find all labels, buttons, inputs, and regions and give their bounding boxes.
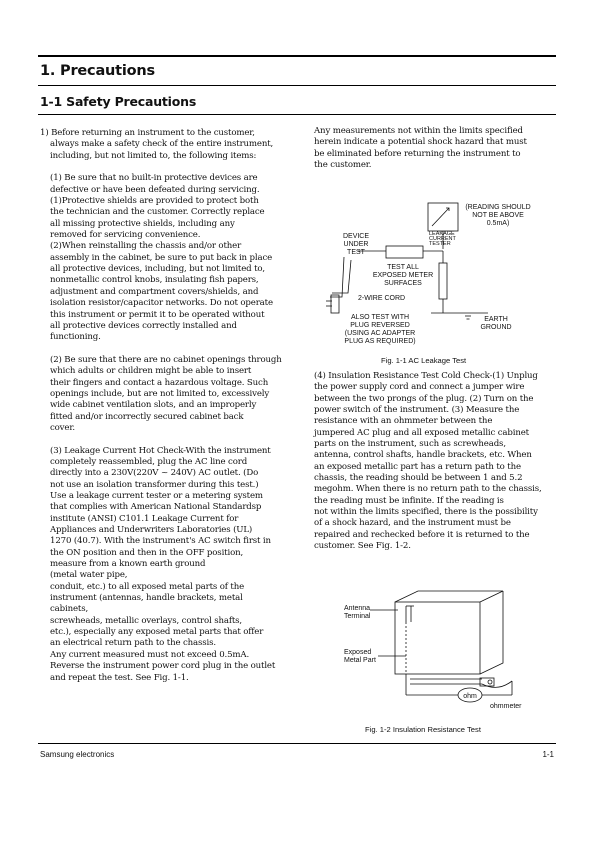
fig1-caption: Fig. 1-1 AC Leakage Test bbox=[381, 356, 467, 365]
reading-label-2: NOT BE ABOVE bbox=[472, 212, 524, 219]
right-column bbox=[314, 126, 558, 171]
cabinet-openings-paragraph: (2) Be sure that there are no cabinet openings through which adults or children might be able to insert their fingers and contact a hazardous voltage. Such openings include, but are not limited to, excessively wide cabinet ventilation slots, and an improperly fitted and/or incorrectly secured cabinet back cover. bbox=[50, 354, 282, 433]
footer-rule bbox=[38, 743, 556, 744]
section-underline bbox=[38, 114, 556, 115]
leakage-label-1: LEAKAGE bbox=[429, 231, 455, 237]
footer-company: Samsung electronics bbox=[40, 750, 115, 759]
device-label-1: DEVICE bbox=[342, 233, 370, 240]
top-rule bbox=[38, 55, 556, 57]
also-test-label-2: PLUG REVERSED bbox=[350, 322, 410, 329]
reading-label-3: 0.5mA) bbox=[486, 220, 510, 227]
title-underline bbox=[38, 85, 556, 86]
ohmmeter-label: ohmmeter bbox=[490, 703, 522, 710]
test-all-label-3: SURFACES bbox=[384, 280, 422, 287]
leakage-label-2: CURRENT bbox=[429, 236, 456, 242]
measurements-paragraph: Any measurements not within the limits specified herein indicate a potential shock hazard that must be eliminated before returning the instrument to the customer. bbox=[314, 126, 527, 171]
test-all-label-1: TEST ALL bbox=[387, 264, 419, 271]
leakage-tester-box bbox=[428, 203, 458, 231]
probe-resistor bbox=[439, 263, 447, 299]
earth-label-1: EARTH bbox=[484, 316, 508, 323]
also-test-label-4: PLUG AS REQUIRED) bbox=[344, 338, 416, 345]
leakage-label-3: TESTER bbox=[429, 241, 451, 247]
insulation-resistance-diagram bbox=[340, 588, 540, 713]
meter-needle bbox=[432, 208, 449, 226]
intro-paragraph: 1) Before returning an instrument to the customer, always make a safety check of the entire instrument, including, but not limited to, the following items: bbox=[40, 128, 274, 161]
also-test-label-1: ALSO TEST WITH bbox=[350, 314, 410, 321]
fig2-caption: Fig. 1-2 Insulation Resistance Test bbox=[365, 725, 481, 734]
footer-page-number: 1-1 bbox=[542, 750, 554, 759]
page-title: 1. Precautions bbox=[40, 63, 155, 79]
exposed-label-2: Metal Part bbox=[344, 657, 376, 664]
ohm-label: ohm bbox=[463, 693, 477, 700]
protective-devices-paragraph: (1) Be sure that no built-in protective devices are defective or have been defeated during servicing. (1)Protective shields are provided to protect both the technician and the customer. Correctly replace all missing protective shields, including any removed for servicing convenience. (2)When reinstalling the chassis and/or other assembly in the cabinet, be sure to put back in place all protective devices, including, but not limited to, nonmetallic control knobs, insulating fish papers, adjustment and compartment covers/shields, and isolation resistor/capacitor networks. Do not operate this instrument or permit it to be operated without all protective devices correctly installed and functioning. bbox=[50, 173, 273, 343]
instrument-box bbox=[395, 602, 480, 674]
test-all-label-2: EXPOSED METER bbox=[372, 272, 434, 279]
leakage-hot-check-paragraph: (3) Leakage Current Hot Check-With the instrument completely reassembled, plug the AC line cord directly into a 230V(220V ~ 240V) AC outlet. (Do not use an isolation transformer during this test.) Use a leakage current tester or a metering system that complies with American National Standardsp institute (ANSI) C101.1 Leakage Current for Appliances and Underwriters Laboratories (UL) 1270 (40.7). With the instrument's AC switch first in the ON position and then in the OFF position, measure from a known earth ground (metal water pipe, conduit, etc.) to all exposed metal parts of the instrument (antennas, handle brackets, metal cabinets, screwheads, metallic overlays, control shafts, etc.), especially any exposed metal parts that offer an electrical return path to the chassis. Any current measured must not exceed 0.5mA. Reverse the instrument power cord plug in the outlet and repeat the test. See Fig. 1-1. bbox=[50, 445, 276, 683]
ac-leakage-diagram bbox=[318, 195, 558, 355]
antenna-label-2: Terminal bbox=[344, 613, 371, 620]
exposed-label-1: Exposed bbox=[344, 649, 372, 656]
also-test-label-3: (USING AC ADAPTER bbox=[344, 330, 416, 337]
reading-label-1: (READING SHOULD bbox=[465, 204, 531, 211]
earth-label-2: GROUND bbox=[480, 324, 512, 331]
ac-plug bbox=[331, 295, 339, 313]
section-title: 1-1 Safety Precautions bbox=[40, 94, 197, 109]
device-label-2: UNDER bbox=[343, 241, 369, 248]
device-label-3: TEST bbox=[347, 249, 365, 256]
ac-cord bbox=[410, 679, 482, 684]
insulation-test-paragraph: (4) Insulation Resistance Test Cold Check-(1) Unplug the power supply cord and connect a jumper wire between the two prongs of the plug. (2) Turn on the power switch of the instrument. (3) Measure the resistance with an ohmmeter between the jumpered AC plug and all exposed metallic cabinet parts on the instrument, such as screwheads, antenna, control shafts, handle brackets, etc. When an exposed metallic part has a return path to the chassis, the reading should be between 1 and 5.2 megohm. When there is no return path to the chassis, the reading must be infinite. If the reading is not within the limits specified, there is the possibility of a shock hazard, and the instrument must be repaired and rechecked before it is returned to the customer. See Fig. 1-2. bbox=[314, 371, 542, 552]
antenna-label-1: Antenna bbox=[344, 605, 371, 612]
left-column bbox=[40, 128, 308, 684]
two-wire-cord-label: 2-WIRE CORD bbox=[358, 295, 406, 302]
